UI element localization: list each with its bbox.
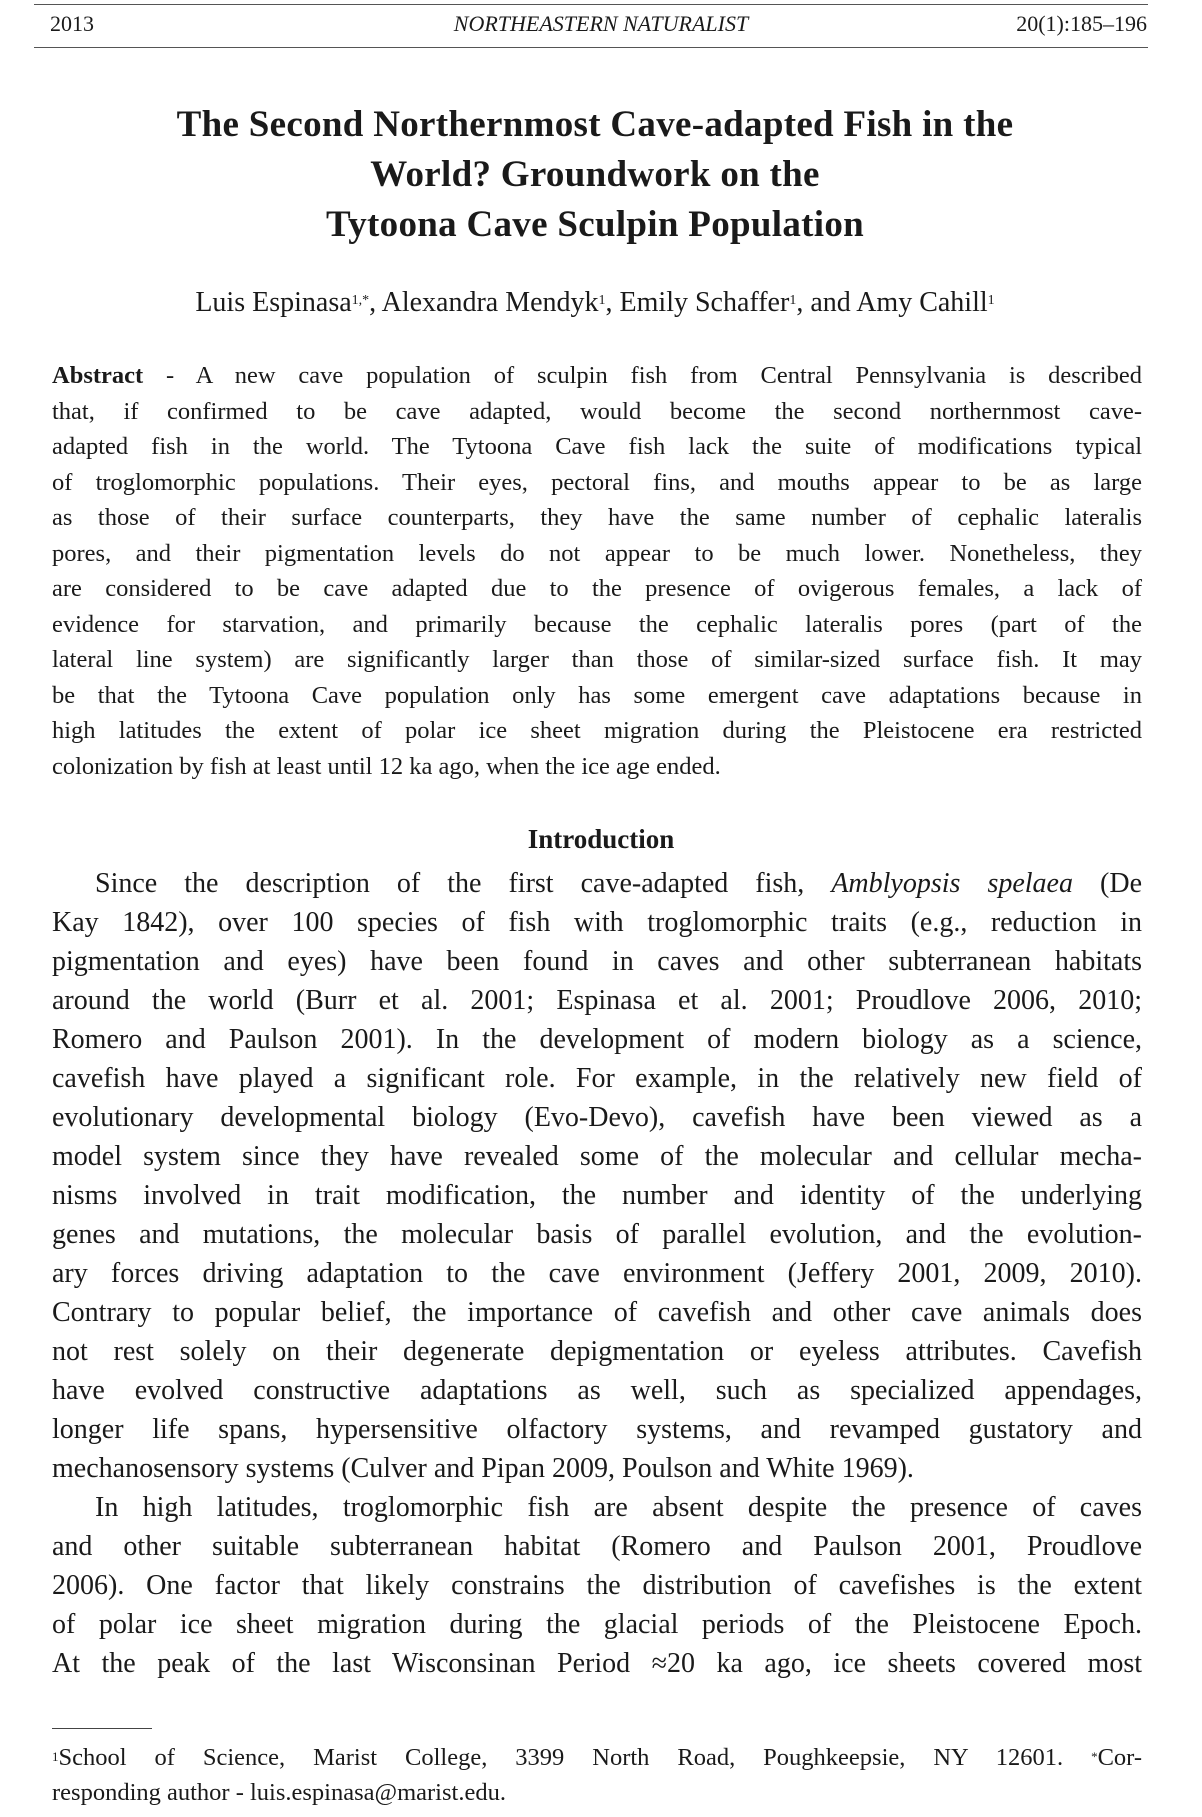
paper-title (60, 100, 1130, 250)
body-line: around the world (Burr et al. 2001; Espinasa et al. 2001; Proudlove 2006, 2010; (52, 985, 1142, 1016)
body-line: genes and mutations, the molecular basis of parallel evolution, and the evolution- (52, 1219, 1142, 1250)
footnote-line (52, 1740, 1142, 1775)
footnote-marker: 1 (52, 1749, 59, 1764)
abstract-line: pores, and their pigmentation levels do not appear to be much lower. Nonetheless, they (52, 539, 1142, 567)
body-text: Since the description of the first cave-adapted fish, (95, 868, 832, 899)
abstract-label: Abstract (52, 362, 144, 389)
body-line: Contrary to popular belief, the importance of cavefish and other cave animals does (52, 1297, 1142, 1328)
author-affiliation: 1 (598, 293, 606, 308)
body-line: At the peak of the last Wisconsinan Period ≈20 ka ago, ice sheets covered most (52, 1648, 1142, 1679)
abstract-line: lateral line system) are significantly larger than those of similar-sized surface fish. It may (52, 646, 1142, 673)
body-line: 2006). One factor that likely constrains the distribution of cavefishes is the extent (52, 1570, 1142, 1601)
title-line: World? Groundwork on the (370, 154, 820, 195)
abstract-line: are considered to be cave adapted due to the presence of ovigerous females, a lack of (52, 575, 1142, 602)
abstract-line: of troglomorphic populations. Their eyes, pectoral fins, and mouths appear to be as large (52, 468, 1142, 496)
body-line: longer life spans, hypersensitive olfactory systems, and revamped gustatory and (52, 1414, 1142, 1445)
header-year: 2013 (50, 11, 94, 36)
author-separator: , (369, 287, 382, 318)
abstract-line: as those of their surface counterparts, they have the same number of cephalic lateralis (52, 504, 1142, 531)
author-affiliation: 1,* (351, 293, 370, 308)
footnote-line: responding author - luis.espinasa@marist.edu. (52, 1779, 506, 1806)
species-name: Amblyopsis spelaea (831, 868, 1073, 899)
author-list (40, 285, 1150, 321)
abstract-text: - A new cave population of sculpin fish from Central Pennsylvania is described (143, 362, 1142, 389)
abstract-line: high latitudes the extent of polar ice sheet migration during the Pleistocene era restricted (52, 717, 1142, 744)
header-bottom-rule (34, 47, 1148, 48)
body-line: mechanosensory systems (Culver and Pipan 2009, Poulson and White 1969). (52, 1453, 914, 1484)
introduction-body (52, 864, 1142, 1683)
body-line: cavefish have played a significant role. For example, in the relatively new field of (52, 1063, 1142, 1094)
author-affiliation: 1 (987, 293, 995, 308)
abstract-line (52, 358, 1142, 394)
abstract (52, 358, 1142, 784)
body-line: have evolved constructive adaptations as well, such as specialized appendages, (52, 1375, 1142, 1406)
title-line: Tytoona Cave Sculpin Population (325, 204, 865, 245)
body-line: In high latitudes, troglomorphic fish are absent despite the presence of caves (95, 1492, 1142, 1523)
body-line: not rest solely on their degenerate depigmentation or eyeless attributes. Cavefish (52, 1336, 1142, 1367)
abstract-line: colonization by fish at least until 12 ka ago, when the ice age ended. (52, 752, 721, 780)
author-name: Emily Schaffer (619, 287, 790, 318)
footnote-marker: * (1091, 1749, 1098, 1764)
footnote (52, 1740, 1142, 1810)
author-name: Alexandra Mendyk (381, 287, 599, 318)
footnote-text: Cor- (1097, 1744, 1142, 1771)
header-volume-pages: 20(1):185–196 (1016, 11, 1147, 36)
body-line: nisms involved in trait modification, the number and identity of the underlying (52, 1180, 1142, 1211)
body-line: ary forces driving adaptation to the cave environment (Jeffery 2001, 2009, 2010). (52, 1258, 1142, 1289)
author-name: Luis Espinasa (195, 287, 352, 318)
body-line: evolutionary developmental biology (Evo-Devo), cavefish have been viewed as a (52, 1102, 1142, 1133)
body-line: and other suitable subterranean habitat (Romero and Paulson 2001, Proudlove (52, 1531, 1142, 1562)
body-line: Romero and Paulson 2001). In the development of modern biology as a science, (52, 1024, 1142, 1055)
author-separator: , and (796, 287, 857, 318)
abstract-line: be that the Tytoona Cave population only has some emergent cave adaptations because in (52, 681, 1142, 709)
author-affiliation: 1 (789, 293, 797, 308)
abstract-line: that, if confirmed to be cave adapted, would become the second northernmost cave- (52, 397, 1142, 425)
body-line: of polar ice sheet migration during the glacial periods of the Pleistocene Epoch. (52, 1609, 1142, 1640)
title-line: The Second Northernmost Cave-adapted Fish in the (176, 104, 1014, 145)
body-text: (De (1073, 868, 1142, 899)
author-separator: , (605, 287, 620, 318)
section-heading-introduction: Introduction (527, 824, 675, 854)
body-line: pigmentation and eyes) have been found in caves and other subterranean habitats (52, 946, 1142, 977)
footnote-divider (52, 1728, 152, 1729)
abstract-line: evidence for starvation, and primarily because the cephalic lateralis pores (part of the (52, 610, 1142, 638)
body-line (52, 864, 1142, 903)
header-journal-name: NORTHEASTERN NATURALIST (453, 11, 749, 36)
author-name: Amy Cahill (856, 287, 988, 318)
header-top-rule (34, 4, 1148, 5)
body-line: Kay 1842), over 100 species of fish with troglomorphic traits (e.g., reduction in (52, 907, 1142, 938)
body-line: model system since they have revealed some of the molecular and cellular mecha- (52, 1141, 1142, 1172)
footnote-text: School of Science, Marist College, 3399 North Road, Poughkeepsie, NY 12601. (58, 1744, 1092, 1771)
abstract-line: adapted fish in the world. The Tytoona Cave fish lack the suite of modifications typical (52, 433, 1142, 460)
